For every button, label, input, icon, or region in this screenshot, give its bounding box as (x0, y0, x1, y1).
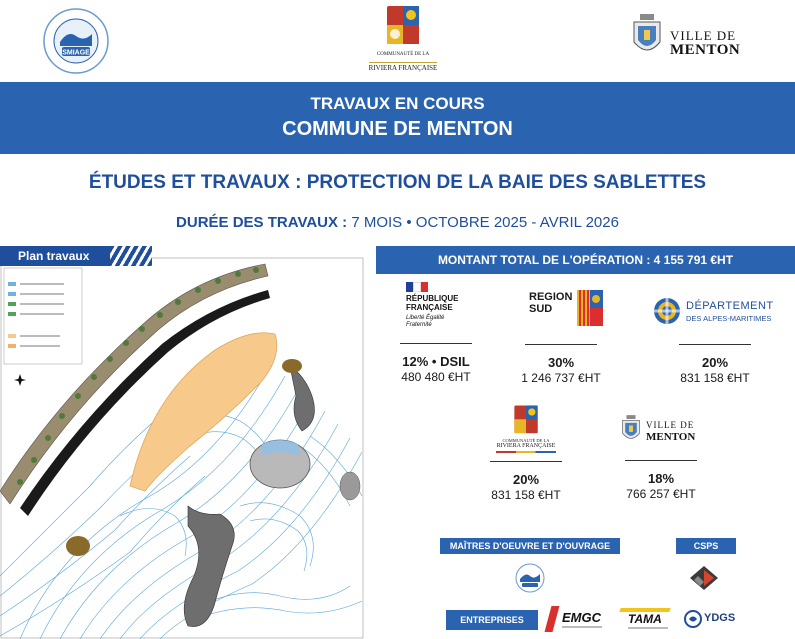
riviera-francaise-funder-logo (481, 404, 571, 453)
ydgs-emblem (684, 610, 702, 628)
duration-value: 7 MOIS • OCTOBRE 2025 - AVRIL 2026 (351, 214, 619, 231)
title-band (0, 82, 795, 154)
funder-departement-pct: 20% (701, 355, 729, 370)
menton-funder-line1: VILLE DE (646, 420, 695, 430)
departement-line2: DES ALPES-MARITIMES (686, 314, 772, 323)
header-logos (0, 0, 795, 80)
title-line1: TRAVAUX EN COURS (310, 94, 485, 113)
funder-departement (640, 290, 790, 385)
funder-region-amount: 1 246 737 €HT (521, 371, 601, 385)
map-drawing (0, 246, 366, 639)
moa-label-box: MAÎTRES D'OEUVRE ET D'OUVRAGE (440, 538, 620, 554)
duration-label: DURÉE DES TRAVAUX : (176, 214, 348, 231)
funder-ville-de-menton (606, 412, 716, 501)
works-plan-map (0, 246, 366, 639)
funder-departement-separator (679, 344, 751, 345)
rocks-east (340, 472, 360, 500)
riviera-funder-caption-2: RIVIERA FRANÇAISE (496, 443, 556, 449)
rf-logo-line2: FRANÇAISE (406, 303, 453, 312)
tama-logo-text: TAMA (628, 612, 662, 626)
riviera-funder-caption-1: COMMUNAUTÉ DE LA (502, 438, 550, 443)
smiage-logo (38, 6, 114, 76)
islet-south (66, 536, 90, 556)
riviera-funder-stripe (496, 451, 556, 453)
emgc-logo (548, 606, 606, 632)
funder-region-separator (525, 344, 597, 345)
rf-logo-line1: RÉPUBLIQUE (406, 294, 459, 303)
ville-de-menton-logo (630, 14, 760, 64)
funder-state-separator (400, 343, 472, 344)
duration (0, 214, 795, 231)
region-sud-emblem (577, 290, 603, 326)
region-sud-line1: REGION (529, 291, 573, 303)
menton-top-line1: VILLE DE (670, 28, 737, 43)
rf-logo-motto: Liberté Égalité Fraternité (406, 315, 445, 328)
region-sud-line2: SUD (529, 303, 553, 315)
funder-departement-amount: 831 158 €HT (680, 371, 750, 385)
map-tab-stripes (110, 246, 152, 266)
funder-menton-separator (625, 460, 697, 461)
subtitle: ÉTUDES ET TRAVAUX : PROTECTION DE LA BAIE DES SABLETTES (88, 172, 707, 193)
ydgs-logo (684, 608, 744, 630)
funder-riviera-pct: 20% (512, 472, 540, 487)
smiage-logo-label: SMIAGE (62, 49, 90, 57)
islet-north (282, 359, 302, 373)
departement-logo (640, 290, 790, 332)
riviera-francaise-logo (355, 4, 451, 76)
riviera-top-caption-1: COMMUNAUTÉ DE LA (376, 52, 430, 57)
ydgs-logo-text: YDGS (704, 612, 736, 624)
total-amount-band: MONTANT TOTAL DE L'OPÉRATION : 4 155 791 €HT (376, 246, 795, 274)
riviera-top-caption-2: RIVIERA FRANÇAISE (368, 64, 438, 72)
departement-emblem (652, 296, 682, 326)
smiage-small-logo (512, 562, 548, 594)
funder-riviera-francaise (476, 404, 576, 502)
funder-riviera-separator (490, 461, 562, 462)
funder-state (384, 282, 488, 384)
republique-francaise-logo (406, 282, 466, 329)
region-sud-logo (519, 286, 603, 332)
funder-state-pct: 12% • DSIL (402, 354, 470, 369)
departement-line1: DÉPARTEMENT (686, 300, 774, 312)
csps-logo (688, 564, 720, 592)
funder-riviera-amount: 831 158 €HT (491, 488, 561, 502)
funder-menton-amount: 766 257 €HT (626, 487, 696, 501)
funder-region-pct: 30% (547, 355, 575, 370)
csps-label-box: CSPS (676, 538, 736, 554)
funder-region-sud (510, 286, 612, 385)
menton-funder-logo (616, 412, 706, 448)
entreprises-label-box: ENTREPRISES (446, 610, 538, 630)
emgc-logo-text: EMGC (562, 610, 601, 625)
menton-top-line2: MENTON (670, 42, 741, 58)
menton-funder-line2: MENTON (646, 431, 696, 443)
title-line2: COMMUNE DE MENTON (282, 118, 513, 140)
funder-state-amount: 480 480 €HT (401, 370, 471, 384)
tama-logo (618, 606, 674, 632)
funder-menton-pct: 18% (647, 471, 675, 486)
map-tab-label: Plan travaux (0, 246, 152, 266)
